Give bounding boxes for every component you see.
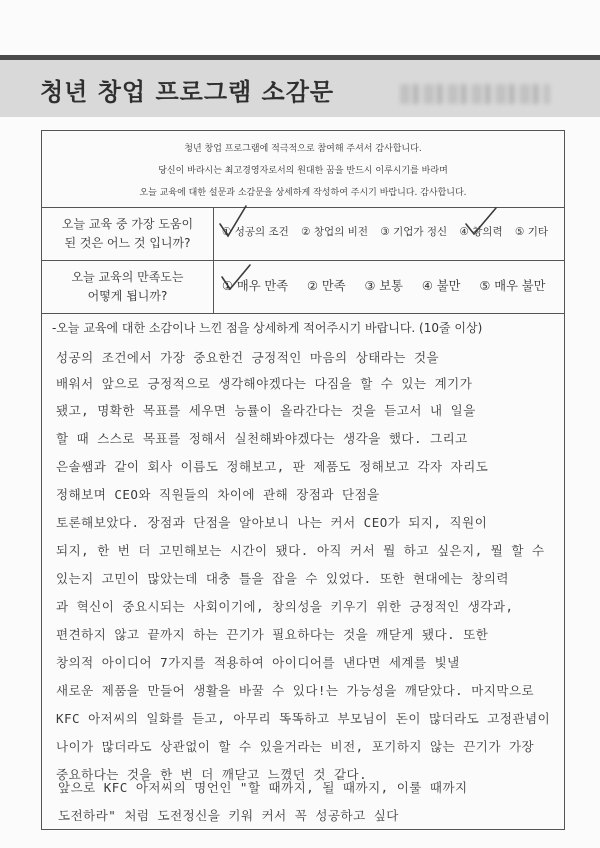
option-group [222,276,560,294]
intro-line: 당신이 바라시는 최고경영자로서의 원대한 꿈을 반드시 이루시기를 바라며 [158,166,448,176]
check-mark-icon [212,202,252,242]
option-success-conditions[interactable]: ① 성공의 조건 [222,226,289,238]
option-very-satisfied[interactable]: ① 매우 만족 [222,279,289,293]
check-mark-icon [216,259,256,299]
question-most-helpful [42,208,564,261]
option-neutral[interactable]: ③ 보통 [364,279,404,293]
page-title: 청년 창업 프로그램 소감문 [40,78,335,106]
option-very-dissatisfied[interactable]: ⑤ 매우 불만 [479,279,546,293]
option-satisfied[interactable]: ② 만족 [307,279,346,293]
question-satisfaction [42,261,564,314]
essay-line: 중요하다는 것을 한 번 더 깨닫고 느꼈던 것 같다. [56,767,368,782]
question-label-line: 오늘 교육 중 가장 도움이 [61,217,194,231]
essay-line: 나이가 많더라도 상관없이 할 수 있을거라는 비전, 포기하지 않는 끈기가 가장 [56,739,535,754]
question-label-line: 오늘 교육의 만족도는 [71,270,184,284]
essay-line: 도전하라" 처럼 도전정신을 키워 커서 꼭 성공하고 싶다 [58,808,399,823]
essay-line: 정해보며 CEO와 직원들의 차이에 관해 장점과 단점을 [56,487,380,502]
essay-line: KFC 아저씨의 일화를 듣고, 아무리 똑똑하고 부모님이 돈이 많더라도 고정관념이 [56,711,551,726]
essay-line: 앞으로 KFC 아저씨의 명언인 "할 때까지, 될 때까지, 이룰 때까지 [58,780,468,795]
question-label [42,261,214,313]
essay-line: 은솔쌤과 같이 회사 이름도 정해보고, 판 제품도 정해보고 각자 자리도 [56,459,489,474]
essay-line: 있는지 고민이 많았는데 대충 틀을 잡을 수 있었다. 또한 현대에는 창의력 [56,571,509,586]
option-dissatisfied[interactable]: ④ 불만 [421,279,461,293]
intro-box [42,131,564,208]
essay-line: 할 때 스스로 목표를 정해서 실천해봐야겠다는 생각을 했다. 그리고 [56,431,468,446]
question-label-line: 어떻게 됩니까? [87,289,168,303]
question-label-line: 된 것은 어느 것 입니까? [64,236,191,250]
header-band [0,55,600,117]
option-creativity[interactable]: ④ 창의력 [459,226,503,238]
option-group [222,224,557,239]
survey-form [41,130,565,830]
option-entrepreneurship[interactable]: ③ 기업가 정신 [380,226,448,238]
essay-line: 성공의 조건에서 가장 중요한건 긍정적인 마음의 상태라는 것을 [56,350,440,365]
essay-line: 편견하지 않고 끝까지 하는 끈기가 필요하다는 것을 깨닫게 됐다. 또한 [56,627,489,642]
essay-line: 배워서 앞으로 긍정적으로 생각해야겠다는 다짐을 할 수 있는 계기가 [56,376,473,391]
redacted-name [400,84,550,104]
option-startup-vision[interactable]: ② 창업의 비전 [301,226,368,238]
essay-line: 창의적 아이디어 7가지를 적용하여 아이디어를 낸다면 세계를 빛낼 [56,655,460,670]
check-mark-icon [459,202,503,242]
essay-line: 됐고, 명확한 목표를 세우면 능률이 올라간다는 것을 듣고서 내 일을 [56,403,476,418]
option-other[interactable]: ⑤ 기타 [515,226,549,238]
essay-line: 새로운 제품을 만들어 생활을 바꿀 수 있다!는 가능성을 깨닫았다. 마지막으로 [56,683,535,698]
essay-line: 되지, 한 번 더 고민해보는 시간이 됐다. 아직 커서 뭘 하고 싶은지, 뭘 할 수 [56,543,545,558]
essay-line: 토론해보았다. 장점과 단점을 알아보니 나는 커서 CEO가 되지, 직원이 [56,515,488,530]
intro-line: 청년 창업 프로그램에 적극적으로 참여해 주셔서 감사합니다. [184,144,422,154]
essay-prompt: -오늘 교육에 대한 소감이나 느낀 점을 상세하게 적어주시기 바랍니다. (10줄 이상) [52,321,483,335]
question-label [42,208,214,260]
intro-line: 오늘 교육에 대한 설문과 소감문을 상세하게 작성하여 주시기 바랍니다. 감사합니다. [139,188,467,198]
essay-line: 과 혁신이 중요시되는 사회이기에, 창의성을 키우기 위한 긍정적인 생각과, [56,599,514,614]
